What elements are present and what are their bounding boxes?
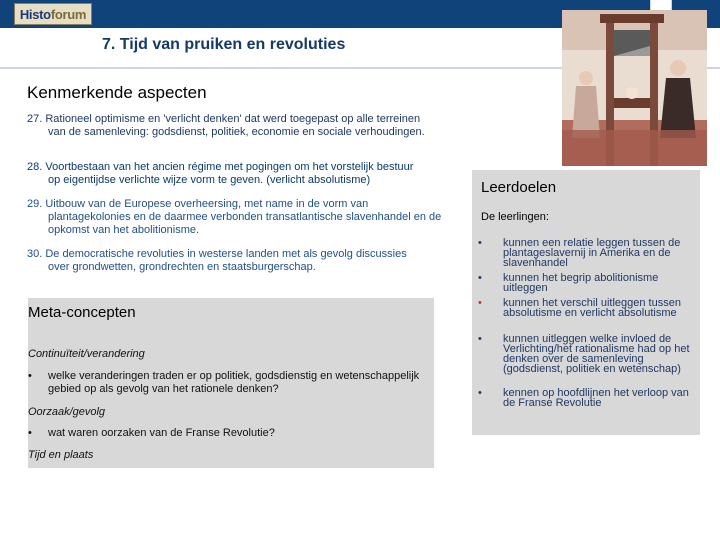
bullet-dot: • (478, 297, 482, 309)
meta-bullet-continuiteit (28, 370, 428, 396)
leerdoel-item-text: kunnen het verschil uitleggen tussen absolutisme en verlicht absolutisme (503, 297, 681, 319)
bullet-dot: • (478, 237, 482, 249)
guillotine-illustration (562, 10, 707, 166)
leerdoel-item (472, 334, 696, 374)
leerdoelen-heading: Leerdoelen (481, 179, 557, 196)
histoforum-logo[interactable] (14, 3, 92, 25)
leerdoel-item-text: kennen op hoofdlijnen het verloop van de Franse Revolutie (503, 387, 689, 409)
aspect-item-27-line1: 27. Rationeel optimisme en 'verlicht denken' dat werd toegepast op alle terreinen (27, 113, 421, 125)
leerdoelen-panel (472, 170, 700, 435)
aspect-item-28-line1: 28. Voortbestaan van het ancien régime met pogingen om het vorstelijk bestuur (27, 161, 414, 173)
leerdoel-item (472, 388, 696, 408)
slide-title: 7. Tijd van pruiken en revoluties (102, 36, 346, 53)
meta-sub-continuiteit: Continuïteit/verandering (28, 348, 145, 360)
bullet-dot: • (28, 370, 32, 382)
meta-bullet-oorzaak (28, 427, 428, 440)
aspect-item-29 (27, 198, 457, 237)
leerdoel-item (472, 238, 696, 268)
meta-concepten-panel (28, 298, 434, 468)
aspect-item-30-line1: 30. De democratische revoluties in westerse landen met als gevolg discussies (27, 248, 407, 260)
leerdoel-item-text: kunnen een relatie leggen tussen de plantageslavernij in Amerika en de slavenhandel (503, 237, 681, 269)
meta-sub-oorzaak: Oorzaak/gevolg (28, 406, 106, 418)
meta-concepten-heading: Meta-concepten (28, 304, 136, 321)
bullet-dot: • (478, 387, 482, 399)
logo-text-forum: forum (50, 6, 87, 22)
kenmerkende-aspecten-heading: Kenmerkende aspecten (27, 83, 207, 102)
aspect-item-27 (27, 113, 457, 139)
meta-sub-tijd-plaats: Tijd en plaats (28, 449, 94, 461)
bullet-dot: • (478, 272, 482, 284)
aspect-item-30-rest: over grondwetten, grondrechten en staatsburgerschap. (48, 261, 316, 273)
logo-text-histo: Histo (19, 6, 51, 22)
bullet-dot: • (28, 427, 32, 439)
leerdoel-item (472, 273, 696, 293)
leerdoel-item-text: kunnen uitleggen welke invloed de Verlichting/het rationalisme had op het denken over de samenleving (godsdienst, politiek en wetenschap) (503, 333, 690, 375)
aspect-item-28-rest: op eigentijdse verlichte wijze vorm te geven. (verlicht absolutisme) (48, 174, 371, 186)
bullet-dot: • (478, 333, 482, 345)
leerdoelen-intro: De leerlingen: (481, 211, 549, 223)
meta-bullet-oorzaak-text: wat waren oorzaken van de Franse Revolutie? (48, 427, 275, 439)
leerdoel-item-text: kunnen het begrip abolitionisme uitleggen (503, 272, 659, 294)
aspect-item-30 (27, 248, 457, 274)
aspect-item-29-rest: plantagekolonies en de daarmee verbonden transatlantische slavenhandel en de opkomst van het abolitionisme. (48, 211, 442, 236)
aspect-item-27-rest: van de samenleving: godsdienst, politiek, economie en sociale verhoudingen. (48, 126, 425, 138)
leerdoel-item (472, 298, 696, 318)
aspect-item-28 (27, 161, 457, 187)
aspect-item-29-line1: 29. Uitbouw van de Europese overheersing, met name in de vorm van (27, 198, 369, 210)
meta-bullet-continuiteit-text: welke veranderingen traden er op politiek, godsdienstig en wetenschappelijk gebied op als gevolg van het rationele denken? (48, 370, 420, 395)
